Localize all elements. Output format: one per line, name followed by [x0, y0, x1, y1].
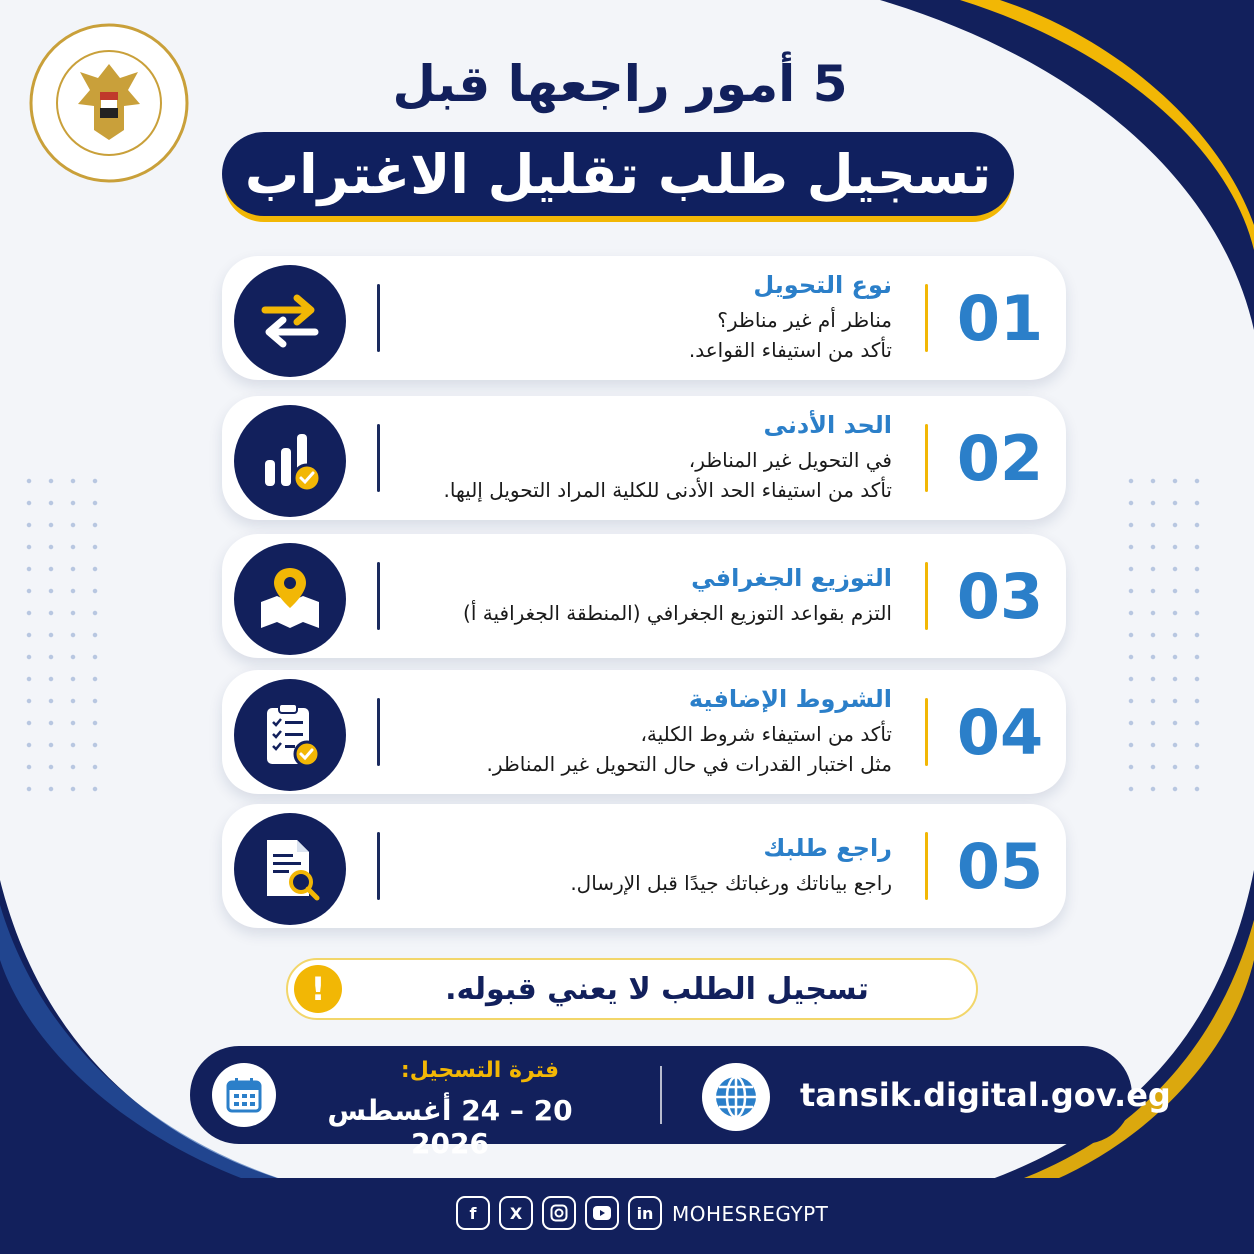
instagram-icon[interactable] — [542, 1196, 576, 1230]
youtube-icon[interactable] — [585, 1196, 619, 1230]
info-bar — [190, 1046, 1171, 1160]
item-text — [392, 256, 892, 380]
social-handle: MOHESREGYPT — [672, 1202, 829, 1226]
list-item — [222, 534, 1066, 658]
item-text — [392, 534, 892, 658]
item-text — [392, 804, 892, 928]
item-heading: الشروط الإضافية — [688, 685, 892, 713]
divider — [925, 832, 928, 900]
item-number: 05 — [956, 829, 1044, 903]
footer — [0, 1178, 1254, 1254]
globe-icon — [702, 1063, 770, 1131]
item-number: 01 — [956, 281, 1044, 355]
item-number: 02 — [956, 421, 1044, 495]
notice-text: تسجيل الطلب لا يعني قبوله. — [445, 971, 869, 1007]
list-item — [222, 396, 1066, 520]
divider — [377, 698, 380, 766]
item-text — [392, 396, 892, 520]
swap-arrows-icon — [234, 265, 346, 377]
divider — [925, 424, 928, 492]
registration-dates: 20 – 24 أغسطس 2026 — [327, 1094, 573, 1160]
item-text — [392, 670, 892, 794]
notice-banner — [286, 958, 978, 1020]
divider — [925, 562, 928, 630]
divider — [377, 832, 380, 900]
divider — [377, 562, 380, 630]
divider — [377, 284, 380, 352]
divider — [660, 1066, 662, 1124]
list-item — [222, 256, 1066, 380]
item-number: 03 — [956, 559, 1044, 633]
calendar-icon — [212, 1063, 276, 1127]
item-line: تأكد من استيفاء شروط الكلية، — [640, 722, 892, 746]
x-icon[interactable]: X — [499, 1196, 533, 1230]
item-line: تأكد من استيفاء الحد الأدنى للكلية المراد التحويل إليها. — [443, 478, 892, 502]
page-title-line1: 5 أمور راجعها قبل — [392, 55, 848, 113]
item-line: التزم بقواعد التوزيع الجغرافي (المنطقة الجغرافية أ) — [463, 601, 892, 625]
facebook-icon[interactable]: f — [456, 1196, 490, 1230]
dot-pattern-right — [1120, 470, 1210, 800]
website-link[interactable]: tansik.digital.gov.eg — [800, 1076, 1171, 1114]
item-line: تأكد من استيفاء القواعد. — [688, 338, 892, 362]
divider — [925, 698, 928, 766]
linkedin-icon[interactable]: in — [628, 1196, 662, 1230]
item-heading: نوع التحويل — [753, 271, 892, 299]
divider — [925, 284, 928, 352]
list-item — [222, 804, 1066, 928]
item-number: 04 — [956, 695, 1044, 769]
item-line: مناظر أم غير مناظر؟ — [717, 308, 892, 332]
document-search-icon — [234, 813, 346, 925]
page-title-line2: تسجيل طلب تقليل الاغتراب — [244, 142, 992, 206]
clipboard-check-icon — [234, 679, 346, 791]
map-pin-icon — [234, 543, 346, 655]
ministry-logo — [28, 22, 190, 184]
bar-chart-check-icon — [234, 405, 346, 517]
item-line: في التحويل غير المناظر، — [688, 448, 892, 472]
page-title-banner — [222, 132, 1014, 216]
item-line: مثل اختبار القدرات في حال التحويل غير المناظر. — [486, 752, 892, 776]
item-line: راجع بياناتك ورغباتك جيدًا قبل الإرسال. — [570, 871, 892, 895]
list-item — [222, 670, 1066, 794]
dot-pattern-left — [18, 470, 108, 800]
registration-label: فترة التسجيل: — [400, 1058, 560, 1083]
divider — [377, 424, 380, 492]
item-heading: راجع طلبك — [763, 834, 892, 862]
item-heading: التوزيع الجغرافي — [691, 564, 892, 592]
exclamation-icon: ! — [294, 965, 342, 1013]
item-heading: الحد الأدنى — [763, 411, 892, 439]
